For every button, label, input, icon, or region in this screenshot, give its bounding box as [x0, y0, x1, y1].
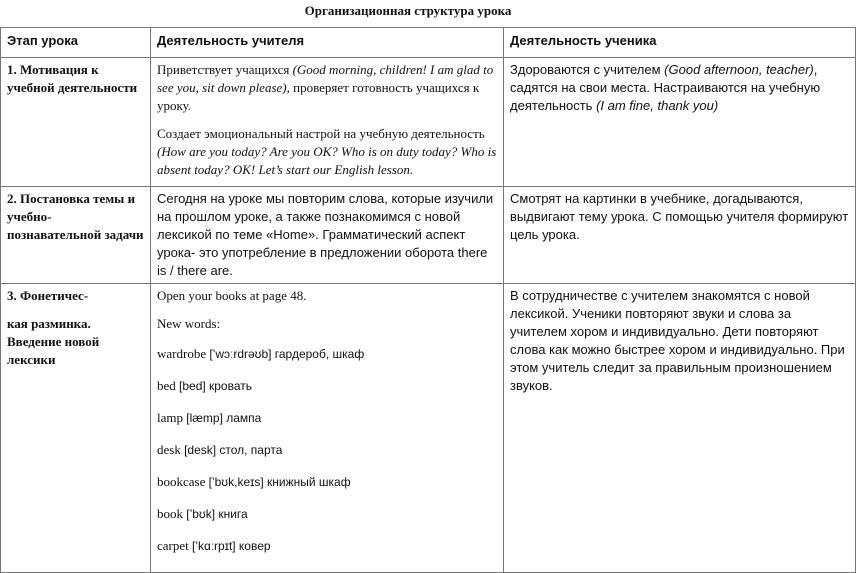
student-activity-cell: В сотрудничестве с учителем знакомятся с новой лексикой. Ученики повторяют звуки и слова за учителем хором и индивидуально. Дети повторяют слова как можно быстрее хором и индивидуально. При этом учитель следит за правильным произношением звуков. [504, 284, 856, 573]
vocabulary-word: lamp [157, 410, 183, 425]
vocabulary-word: book [157, 506, 183, 521]
vocabulary-translation: книжный шкаф [266, 475, 351, 489]
italic-phrase: (Good afternoon, teacher) [664, 62, 814, 77]
italic-phrase: (Good morning, children! I am glad to see you, sit down please) [157, 62, 494, 95]
stage-line: кая разминка. Введение новой лексики [7, 316, 100, 367]
teacher-paragraph [157, 125, 497, 179]
table-row [1, 187, 856, 284]
table-row [1, 58, 856, 187]
vocabulary-transcription: [’kɑːrpɪt] [192, 539, 236, 553]
italic-phrase: (I am fine, thank you) [596, 98, 719, 113]
text-run: , садятся на свои места. Настраиваются на учебную деятельность [510, 62, 821, 113]
vocabulary-word: carpet [157, 538, 189, 553]
table-header-row [1, 28, 856, 58]
stage-cell: 1. Мотивация к учебной деятельности [1, 58, 151, 187]
stage-line: 3. Фонетичес- [7, 288, 89, 303]
vocabulary-word: bed [157, 378, 176, 393]
teacher-activity-cell [151, 284, 504, 573]
vocabulary-transcription: [’bʊk] [186, 507, 216, 521]
vocabulary-item [157, 345, 497, 363]
vocabulary-item [157, 377, 497, 395]
text-run: Создает эмоциональный настрой на учебную деятельность [157, 126, 485, 141]
vocabulary-list [157, 345, 497, 555]
document-title: Организационная структура урока [304, 3, 512, 18]
vocabulary-item [157, 473, 497, 491]
teacher-activity-cell: Сегодня на уроке мы повторим слова, которые изучили на прошлом уроке, а также познакомимся с новой лексикой по теме «Home». Грамматический аспект урока- это употребление в предложении оборота there is / there are. [151, 187, 504, 284]
vocabulary-item [157, 441, 497, 459]
header-stage: Этап урока [1, 28, 151, 58]
text-run: Здороваются с учителем [510, 62, 665, 77]
stage-cell [1, 284, 151, 573]
student-activity-cell: Смотрят на картинки в учебнике, догадываются, выдвигают тему урока. С помощью учителя формируют цель урока. [504, 187, 856, 284]
stage-cell: 2. Постановка темы и учебно-познавательной задачи [1, 187, 151, 284]
vocabulary-transcription: [’bʊk,keɪs] [208, 475, 264, 489]
lesson-structure-table [0, 27, 856, 573]
vocabulary-item [157, 537, 497, 555]
vocabulary-transcription: [bed] [179, 379, 206, 393]
header-student-activity: Деятельность ученика [504, 28, 856, 58]
vocabulary-word: wardrobe [157, 346, 207, 361]
table-row [1, 284, 856, 573]
vocabulary-item [157, 505, 497, 523]
vocabulary-translation: лампа [226, 411, 262, 425]
student-activity-cell [504, 58, 856, 187]
vocabulary-transcription: [læmp] [186, 411, 223, 425]
vocabulary-transcription: [desk] [184, 443, 217, 457]
vocabulary-item [157, 409, 497, 427]
vocabulary-transcription: [’wɔːrdrəʊb] [209, 347, 272, 361]
italic-phrase: (How are you today? Are you OK? Who is on duty today? Who is absent today? OK! Let’s start our English lesson. [157, 144, 497, 177]
teacher-intro: Open your books at page 48. [157, 288, 307, 303]
vocabulary-translation: стол, парта [219, 443, 283, 457]
vocabulary-translation: книга [218, 507, 248, 521]
teacher-activity-cell [151, 58, 504, 187]
vocabulary-translation: гардероб, шкаф [274, 347, 365, 361]
text-run: , проверяет готовность учащихся к уроку. [157, 80, 480, 113]
vocabulary-translation: кровать [208, 379, 252, 393]
vocabulary-word: desk [157, 442, 181, 457]
vocabulary-translation: ковер [238, 539, 271, 553]
vocabulary-word: bookcase [157, 474, 206, 489]
text-run: Приветствует учащихся [157, 62, 293, 77]
teacher-paragraph [157, 61, 497, 115]
new-words-heading: New words: [157, 316, 221, 331]
header-teacher-activity: Деятельность учителя [151, 28, 504, 58]
